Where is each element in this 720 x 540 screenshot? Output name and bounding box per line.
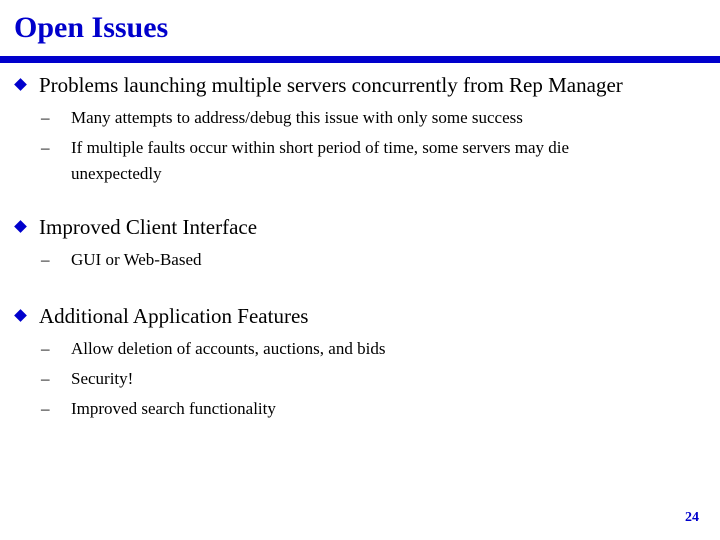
- slide-title: Open Issues: [14, 11, 169, 44]
- bullet-text: Problems launching multiple servers concurrently from Rep Manager: [39, 73, 623, 97]
- sub-item-text: If multiple faults occur within short period of time, some servers may die unexpectedly: [71, 138, 570, 183]
- diamond-bullet-icon: [14, 78, 27, 91]
- sub-list: [16, 247, 706, 273]
- page-number: 24: [685, 510, 699, 525]
- sub-item: [16, 366, 651, 392]
- sub-item-text: Improved search functionality: [71, 399, 276, 418]
- sub-item-text: Security!: [71, 369, 134, 388]
- sub-list: [16, 105, 706, 187]
- bullet-text: Improved Client Interface: [39, 215, 258, 239]
- title-divider: [0, 56, 720, 63]
- sub-item: [16, 336, 651, 362]
- dash-bullet-icon: –: [41, 369, 50, 388]
- diamond-bullet-icon: [14, 220, 27, 233]
- sub-item: [16, 396, 651, 422]
- bullet-item: [16, 214, 706, 277]
- bullet-item: [16, 303, 706, 426]
- sub-item-text: GUI or Web-Based: [71, 250, 202, 269]
- dash-bullet-icon: –: [41, 108, 50, 127]
- sub-list: [16, 336, 706, 422]
- sub-item: [16, 247, 651, 273]
- bullet-item: [16, 72, 706, 191]
- dash-bullet-icon: –: [41, 399, 50, 418]
- sub-item: [16, 105, 651, 131]
- dash-bullet-icon: –: [41, 339, 50, 358]
- sub-item-text: Allow deletion of accounts, auctions, and bids: [71, 339, 386, 358]
- diamond-bullet-icon: [14, 309, 27, 322]
- sub-item-text: Many attempts to address/debug this issue with only some success: [71, 108, 523, 127]
- bullet-text: Additional Application Features: [39, 304, 309, 328]
- dash-bullet-icon: –: [41, 250, 50, 269]
- sub-item: [16, 135, 651, 187]
- dash-bullet-icon: –: [41, 138, 50, 157]
